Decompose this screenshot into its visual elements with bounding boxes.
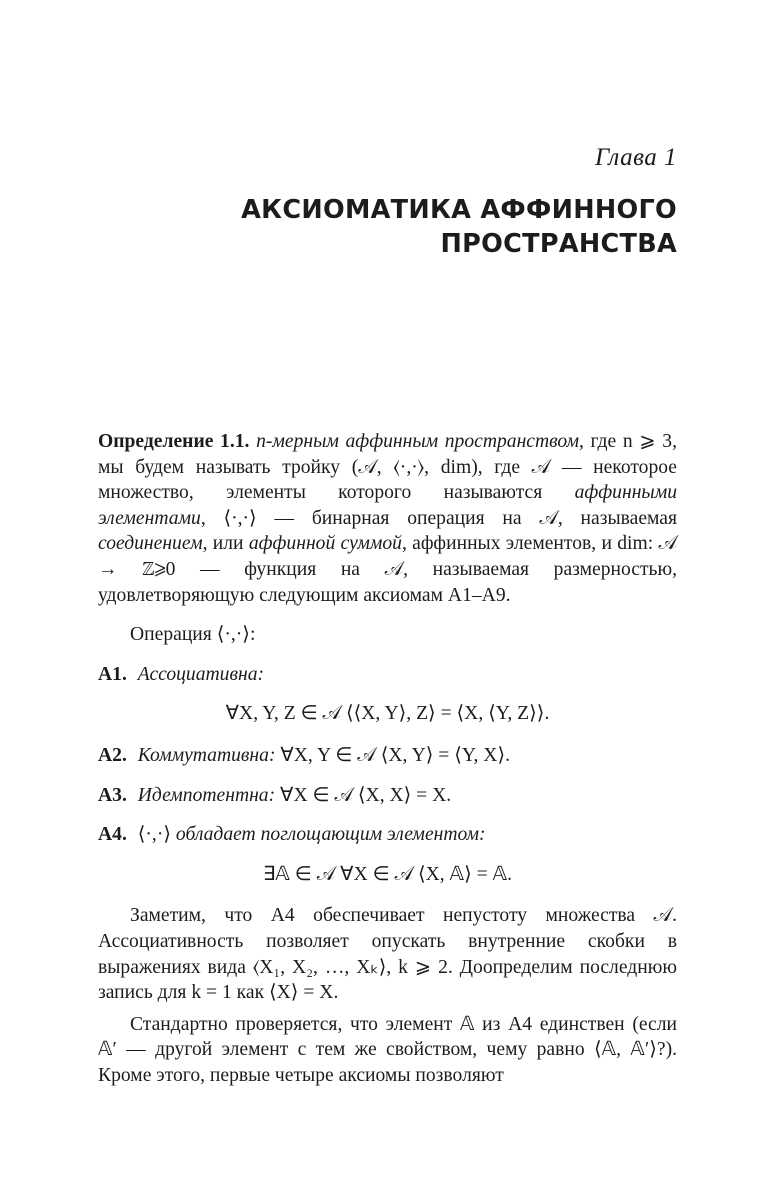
chapter-title-line-1: АКСИОМАТИКА АФФИННОГО [241, 195, 677, 225]
definition-term-affine-elements: аффинными элементами [98, 482, 677, 529]
paragraph-uniqueness: Стандартно проверяется, что элемент 𝔸 из A4 единствен (если 𝔸′ — другой элемент с тем же свойством, чему равно ⟨𝔸, 𝔸′⟩?). Кроме этого, первые четыре аксиомы позволяют [98, 1013, 677, 1086]
axiom-a2 [98, 743, 677, 769]
definition-paragraph [98, 429, 677, 608]
axiom-a1-formula: ∀X, Y, Z ∈ 𝒜 ⟨⟨X, Y⟩, Z⟩ = ⟨X, ⟨Y, Z⟩⟩. [225, 703, 550, 725]
definition-label: Определение 1.1. [98, 431, 250, 452]
chapter-title-line-2: ПРОСТРАНСТВА [440, 229, 677, 259]
axiom-a4-formula: ∃𝔸 ∈ 𝒜 ∀X ∈ 𝒜 ⟨X, 𝔸⟩ = 𝔸. [262, 863, 513, 885]
chapter-label: Глава 1 [594, 144, 677, 171]
axiom-a4-operation: ⟨·,·⟩ [137, 824, 172, 846]
chapter-title [77, 193, 677, 261]
axiom-a1-text: Ассоциативна: [137, 663, 265, 685]
axiom-a2-text: Коммутативна: [137, 744, 276, 766]
axiom-a4 [98, 822, 677, 848]
operation-line: Операция ⟨·,·⟩: [130, 624, 256, 646]
definition-text-1: , где n ⩾ 3, мы будем называть тройку (𝒜, ⟨·,·⟩, dim), где 𝒜 — некоторое множество, элементы которого называются [98, 431, 677, 504]
axiom-a2-formula: ∀X, Y ∈ 𝒜 ⟨X, Y⟩ = ⟨Y, X⟩. [280, 744, 510, 766]
definition-term-join: соединением [98, 533, 203, 555]
definition-text-4: , аффинных элементов, и dim: 𝒜 → ℤ⩾0 — функция на 𝒜, называемая размерностью, удовлетворяющую следующим аксиомам A1–A9. [98, 533, 677, 606]
definition-text-2: , ⟨·,·⟩ — бинарная операция на 𝒜, называемая [200, 507, 677, 529]
body-text [98, 429, 677, 1088]
axiom-a4-text: обладает поглощающим элементом: [175, 824, 486, 846]
axiom-a3-text: Идемпотентна: [137, 784, 276, 806]
axiom-a3-formula: ∀X ∈ 𝒜 ⟨X, X⟩ = X. [280, 784, 452, 806]
axiom-a3-label: A3. [98, 784, 127, 806]
axiom-a3 [98, 783, 677, 809]
axiom-a1-label: A1. [98, 663, 127, 685]
axiom-a1 [98, 662, 677, 688]
definition-term: n-мерным аффинным пространством [256, 431, 579, 452]
axiom-a2-label: A2. [98, 744, 127, 766]
definition-text-3: , или [202, 533, 249, 555]
definition-term-affine-sum: аффинной суммой [248, 533, 402, 555]
paragraph-remark: Заметим, что A4 обеспечивает непустоту множества 𝒜. Ассоциативность позволяет опускать внутренние скобки в выражениях вида ⟨X₁, X₂, …, Xₖ⟩, k ⩾ 2. Доопределим последнюю запись для k = 1 как ⟨X⟩ = X. [98, 905, 677, 1004]
axiom-a4-label: A4. [98, 824, 127, 846]
